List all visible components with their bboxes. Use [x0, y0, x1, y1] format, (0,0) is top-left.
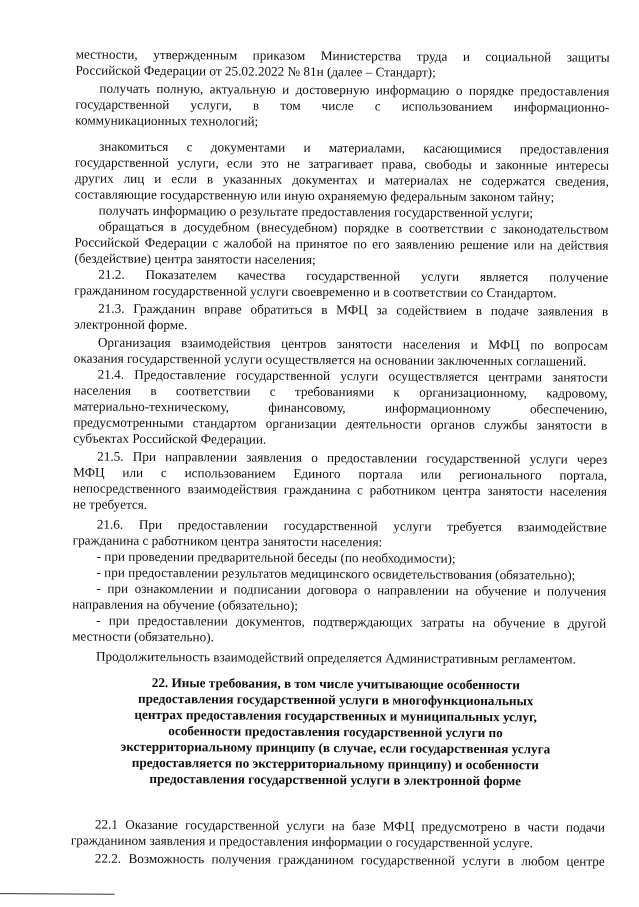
text-line: 22.2. Возможность получения гражданином государственной услуги в любом центре [94, 850, 605, 869]
text-line: - при предоставлении результатов медицинского освидетельствования (обязательно); [96, 564, 576, 583]
heading-line: центрах предоставления государственных и муниципальных услуг, [134, 706, 537, 725]
text-line: гражданина с работником центра занятости населения: [72, 532, 383, 550]
text-line: 21.2. Показателем качества государственной услуги является получение [98, 266, 609, 285]
text-line: 21.5. При направлении заявления о предоставлении государственной услуги через [97, 448, 608, 467]
text-line: Российской Федерации от 25.02.2022 № 81н (далее – Стандарт); [75, 62, 436, 80]
text-line: (бездействие) центра занятости населения; [74, 250, 316, 267]
text-line: 21.6. При предоставлении государственной услуги требуется взаимодействие [96, 516, 607, 535]
heading-line: предоставления государственной услуги в многофункциональных [137, 690, 534, 709]
text-line: местности (обязательно). [72, 628, 214, 645]
text-line: коммуникационных технологий; [75, 112, 259, 129]
text-line: обращаться в досудебном (внесудебном) порядке в соответствии с законодательством [98, 218, 609, 237]
text-line: электронной форме. [73, 316, 188, 333]
text-line: оказания государственной услуги осуществляется на основании заключенных соглашений. [73, 350, 587, 369]
text-line: - при предоставлении документов, подтверждающих затраты на обучение в другой [96, 612, 607, 631]
text-line: гражданином государственной услуги своевременно и в соответствии со Стандартом. [74, 282, 557, 301]
text-line: государственной услуги, если это не затрагивает права, свободы и законные интересы [74, 154, 610, 173]
text-line: Организация взаимодействия центров занятости населения и МФЦ по вопросам [97, 334, 608, 353]
text-line: направления на обучение (обязательно); [72, 596, 298, 613]
text-line: 21.4. Предоставление государственной услуги осуществляется центрами занятости [97, 366, 608, 385]
text-line: материально-техническому, финансовому, информационному обеспечению, [73, 398, 608, 417]
text-line: других лиц и если в указанных документах и материалах не содержатся сведения, [74, 170, 609, 189]
text-line: субъектах Российской Федерации. [73, 430, 267, 447]
text-line: получать полную, актуальную и достоверную информацию о порядке предоставления [99, 80, 610, 99]
text-line: непосредственного взаимодействия гражданина с работником центра занятости населения [72, 480, 608, 499]
text-line: Российской Федерации с жалобой на принятое по его заявлению решение или на действия [74, 234, 609, 253]
text-line: населения в соответствии с требованиями к организационному, кадровому, [73, 382, 608, 401]
heading-line: особенности предоставления государственной услуги по [168, 723, 503, 741]
text-line: составляющие государственную или иную охраняемую федеральным законом тайну; [74, 186, 555, 205]
heading-line: 22. Иные требования, в том числе учитывающие особенности [151, 674, 520, 693]
text-line: предусмотренными стандартом организации деятельности органов службы занятости в [73, 414, 608, 433]
footnote-rule [0, 893, 115, 895]
text-line: МФЦ или с использованием Единого портала или регионального портала, [73, 464, 608, 483]
text-line: - при ознакомлении и подписании договора о направлении на обучение и получения [96, 580, 607, 599]
heading-line: экстерриториальному принципу (в случае, если государственная услуга [120, 738, 551, 757]
text-line: 22.1 Оказание государственной услуги на базе МФЦ предусмотрено в части подачи [94, 816, 605, 835]
heading-line: предоставляется по экстерриториальному принципу) и особенности [131, 754, 539, 773]
heading-line: предоставления государственной услуги в электронной форме [149, 770, 522, 789]
text-line: - при проведении предварительной беседы (по необходимости); [96, 548, 456, 566]
text-line: гражданином заявления и предоставления информации о государственной услуге. [70, 832, 534, 851]
text-line: 21.3. Гражданин вправе обратиться в МФЦ за содействием в подаче заявления в [98, 300, 609, 319]
text-line: получать информацию о результате предоставления государственной услуги; [98, 202, 534, 221]
text-line: местности, утвержденным приказом Министерства труда и социальной защиты [75, 46, 610, 65]
text-line: не требуется. [72, 496, 148, 512]
text-line: знакомиться с документами и материалами, касающимися предоставления [99, 138, 610, 157]
text-line: государственной услуги, в том числе с использованием информационно- [75, 96, 610, 115]
text-line: Продолжительность взаимодействий определяется Административным регламентом. [95, 648, 576, 667]
